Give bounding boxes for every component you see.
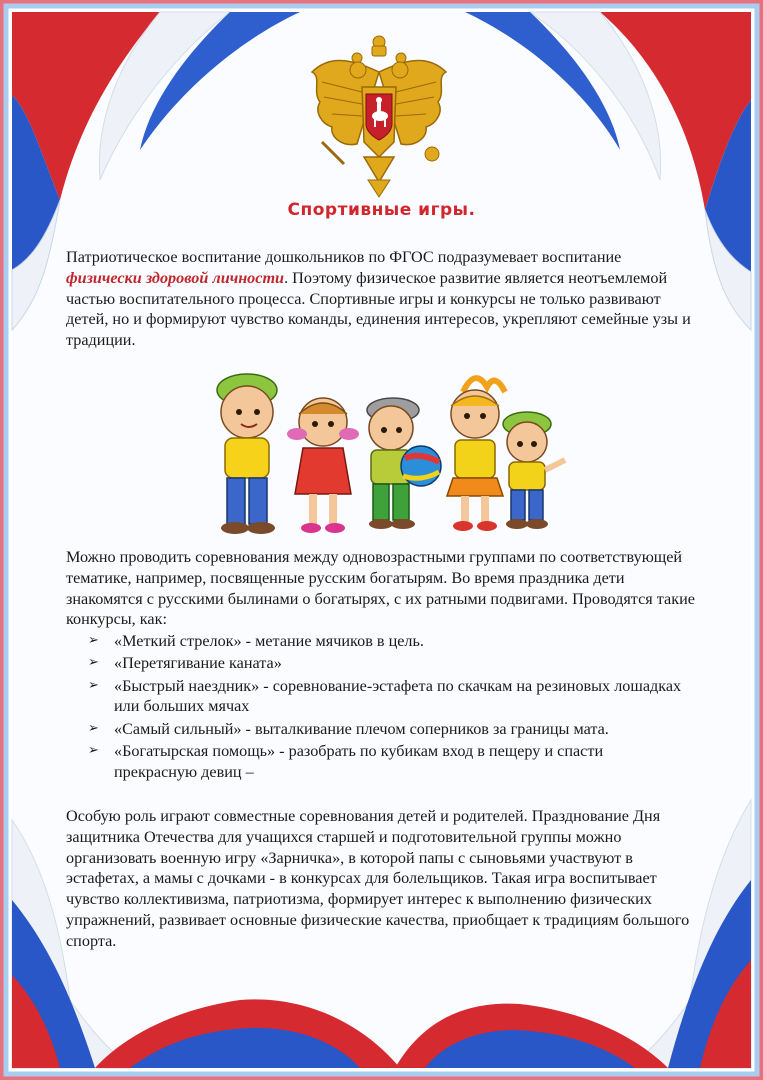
intro-emphasis: физически здоровой личности: [66, 268, 285, 287]
contest-list: [86, 631, 686, 784]
children-illustration: [205, 362, 570, 540]
girl-with-yellow-hair-figure: [447, 378, 505, 531]
list-item-text: «Богатырская помощь» - разобрать по кубикам вход в пещеру и спасти прекрасную девиц –: [114, 741, 604, 781]
intro-tail: . Поэтому физическое развитие является неотъемлемой частью воспитательного процесса. Спортивные игры и конкурсы не только развивают детей, но и формируют чувство команды, единения интересов, укрепляют семейные узы и традиции.: [66, 268, 691, 350]
arrow-bullet-icon: ➢: [88, 677, 99, 693]
list-item: [86, 653, 686, 674]
boy-with-ball-figure: [367, 398, 441, 529]
competitions-paragraph: Можно проводить соревнования между одновозрастными группами по соответствующей тематике, например, посвященные русским богатырям. Во время праздника дети знакомятся с русскими былинами о богатырях, с их ратными подвигами. Проводятся такие конкурсы, как:: [66, 548, 695, 629]
page-title: Спортивные игры.: [287, 200, 476, 220]
parents-paragraph: Особую роль играют совместные соревнования детей и родителей. Празднование Дня защитника Отечества для учащихся старшей и подготовительной группы можно организовать военную игру «Зарничка», в которой папы с сыновьями участвуют в эстафетах, а мамы с дочками - в конкурсах для болельщиков. Такая игра воспитывает чувство коллективизма, патриотизма, формирует интерес к выполнению физических упражнений, развивает основные физические качества, приобщает к традициям большого спорта.: [66, 807, 690, 950]
intro-paragraph: [66, 247, 698, 351]
list-item-text: «Меткий стрелок» - метание мячиков в цель.: [114, 632, 424, 650]
intro-lead: Патриотическое воспитание дошкольников по ФГОС подразумевает воспитание: [66, 248, 622, 266]
list-item-text: «Самый сильный» - выталкивание плечом соперников за границы мата.: [114, 719, 609, 738]
arrow-bullet-icon: ➢: [88, 655, 99, 671]
list-item: [86, 741, 686, 783]
list-item: [86, 631, 686, 652]
coat-of-arms-emblem: [302, 32, 456, 200]
list-item-text: «Перетягивание каната»: [114, 654, 282, 673]
arrow-bullet-icon: ➢: [88, 633, 99, 648]
girl-in-red-figure: [287, 398, 359, 533]
list-item: [86, 719, 686, 740]
list-item: [86, 676, 686, 718]
list-item-text: «Быстрый наездник» - соревнование-эстафета по скачкам на резиновых лошадках или больших мячах: [114, 676, 682, 716]
arrow-bullet-icon: ➢: [88, 720, 99, 736]
boy-with-cap-figure: [217, 374, 277, 534]
small-boy-figure: [503, 412, 565, 529]
arrow-bullet-icon: ➢: [88, 742, 99, 758]
